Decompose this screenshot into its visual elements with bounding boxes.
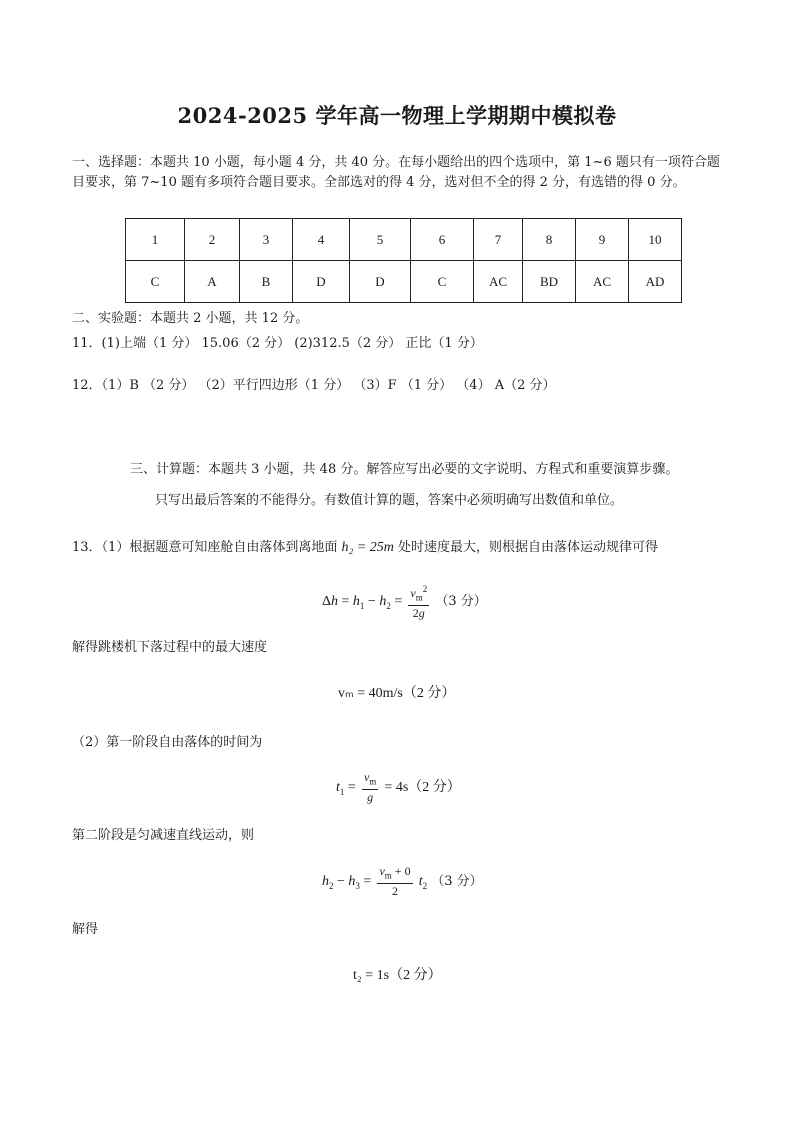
answer-table-number-cell: 5 <box>350 219 411 261</box>
answer-table-number-cell: 4 <box>293 219 350 261</box>
question-12-answer: 12．（1）B （2 分） （2）平行四边形（1 分） （3）F （1 分） （4） A（2 分） <box>72 378 556 393</box>
answer-table-answer-cell: D <box>293 261 350 303</box>
equation-3: $t_1$ = $\frac{v_m}{g}$ = 4s（2 分） <box>336 770 461 805</box>
answer-table-answer-cell: AC <box>576 261 629 303</box>
page-title: 2024-2025 学年高一物理上学期期中模拟卷 <box>177 103 617 128</box>
eq3-tail: = 4s（2 分） <box>384 780 461 796</box>
answer-table-answer-cell: D <box>350 261 411 303</box>
question-13-text-3: （2）第一阶段自由落体的时间为 <box>72 735 263 750</box>
answer-table-number-cell: 9 <box>576 219 629 261</box>
equation-1 <box>322 582 487 621</box>
answer-table-answer-cell: BD <box>523 261 576 303</box>
equation-4: $h_2 - h_3$ = $\frac{v_m + 0}{2}$ $t_2$ （3 分） <box>322 864 483 899</box>
eq3-fraction: $\frac{v_m}{g}$ <box>363 770 377 805</box>
eq4-fraction: $\frac{v_m + 0}{2}$ <box>379 864 411 899</box>
question-13-text-5: 解得 <box>72 922 99 937</box>
answer-table-answer-cell: B <box>240 261 293 303</box>
question-13-text-2: 解得跳楼机下落过程中的最大速度 <box>72 640 268 655</box>
question-11-answer: 11．(1)上端（1 分） 15.06（2 分） (2)312.5（2 分） 正比（1 分） <box>72 336 483 351</box>
answer-table-number-cell: 8 <box>523 219 576 261</box>
answer-table-number-cell: 10 <box>629 219 682 261</box>
equation-5: t₂ = 1s（2 分） <box>353 968 442 983</box>
section3-heading-line1: 三、计算题：本题共 3 小题，共 48 分。解答应写出必要的文字说明、方程式和重要演算步骤。 <box>130 462 679 477</box>
answer-table-number-cell: 3 <box>240 219 293 261</box>
answer-table-number-cell: 1 <box>126 219 185 261</box>
answer-table-answer-cell: A <box>185 261 240 303</box>
section2-heading: 二、实验题：本题共 2 小题，共 12 分。 <box>72 311 309 326</box>
answer-table-answer-cell: C <box>411 261 474 303</box>
section3-heading-line2: 只写出最后答案的不能得分。有数值计算的题，答案中必须明确写出数值和单位。 <box>155 493 624 508</box>
answer-table-number-cell: 6 <box>411 219 474 261</box>
answer-table-answer-cell: C <box>126 261 185 303</box>
q13-intro-text-b: 处时速度最大，则根据自由落体运动规律可得 <box>398 540 659 555</box>
eq1-lhs: $\Delta h = h_1 - h_2$ = <box>322 594 403 611</box>
eq4-score: （3 分） <box>431 874 483 890</box>
eq1-score: （3 分） <box>435 594 487 610</box>
eq1-fraction: $\frac{v_m^2}{2g}$ <box>410 584 428 621</box>
section1-instructions: 一、选择题：本题共 10 小题，每小题 4 分，共 40 分。在每小题给出的四个选项中，第 1~6 题只有一项符合题目要求，第 7~10 题有多项符合题目要求。全部选对的得 4 分，选对但不全的得 2 分，有选错的得 0 分。 <box>72 155 720 190</box>
answer-table <box>125 218 682 303</box>
answer-table-answer-cell: AD <box>629 261 682 303</box>
q13-intro-math: h₂ = 25m <box>341 540 394 555</box>
question-13-text-4: 第二阶段是匀减速直线运动，则 <box>72 828 255 843</box>
answer-table-number-cell: 2 <box>185 219 240 261</box>
equation-2: vₘ = 40m/s（2 分） <box>338 686 456 701</box>
answer-table-number-row <box>126 219 682 261</box>
q13-intro-text-a: 13．（1）根据题意可知座舱自由落体到离地面 <box>72 540 338 555</box>
answer-table-answer-row <box>126 261 682 303</box>
answer-table-answer-cell: AC <box>474 261 523 303</box>
answer-table-number-cell: 7 <box>474 219 523 261</box>
question-13-intro <box>72 538 658 558</box>
